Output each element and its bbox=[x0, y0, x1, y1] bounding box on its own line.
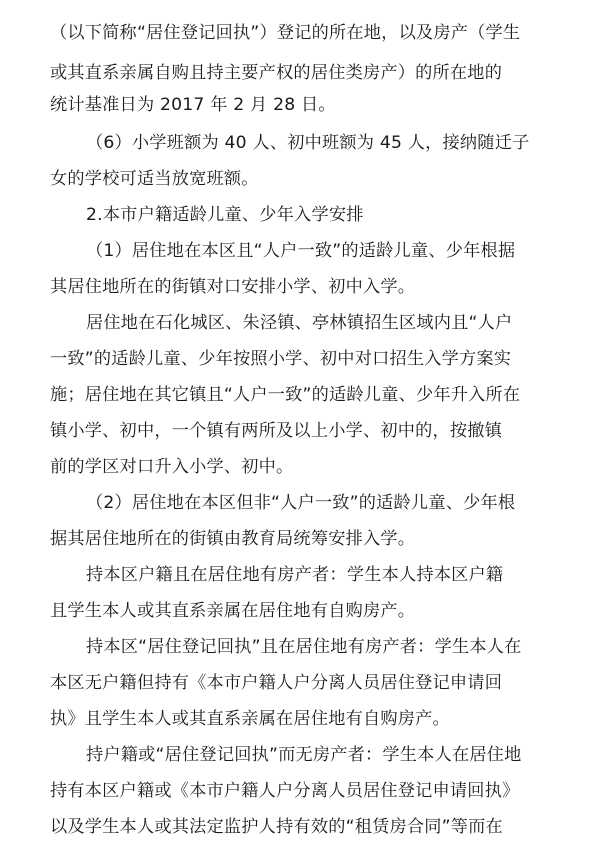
text-line: 据其居住地所在的街镇由教育局统筹安排入学。 bbox=[50, 529, 416, 549]
text-line: （2）居住地在本区但非“人户一致”的适龄儿童、少年根 bbox=[86, 493, 516, 513]
text-line: （1）居住地在本区且“人户一致”的适龄儿童、少年根据 bbox=[86, 241, 516, 261]
text-line: 或其直系亲属自购且持主要产权的居住类房产）的所在地的 bbox=[50, 63, 503, 83]
text-line: 且学生本人或其直系亲属在居住地有自购房产。 bbox=[50, 601, 416, 621]
text-line: 其居住地所在的街镇对口安排小学、初中入学。 bbox=[50, 277, 416, 297]
text-line: （以下简称“居住登记回执”）登记的所在地，以及房产（学生 bbox=[50, 23, 521, 43]
text-line: 施；居住地在其它镇且“人户一致”的适龄儿童、少年升入所在 bbox=[50, 385, 521, 405]
section-heading: 2.本市户籍适龄儿童、少年入学安排 bbox=[86, 205, 364, 225]
text-line: 统计基准日为 2017 年 2 月 28 日。 bbox=[50, 95, 336, 115]
text-line: 本区无户籍但持有《本市户籍人户分离人员居住登记申请回 bbox=[50, 673, 503, 693]
text-line: 镇小学、初中，一个镇有两所及以上小学、初中的，按撤镇 bbox=[50, 421, 503, 441]
text-line: 前的学区对口升入小学、初中。 bbox=[50, 457, 294, 477]
text-line: 居住地在石化城区、朱泾镇、亭林镇招生区域内且“人户 bbox=[86, 313, 513, 333]
text-line: 持本区户籍且在居住地有房产者：学生本人持本区户籍 bbox=[86, 565, 504, 585]
text-line: 执》且学生本人或其直系亲属在居住地有自购房产。 bbox=[50, 709, 450, 729]
text-line: 持有本区户籍或《本市户籍人户分离人员居住登记申请回执》 bbox=[50, 781, 520, 801]
text-line: （6）小学班额为 40 人、初中班额为 45 人，接纳随迁子 bbox=[86, 133, 530, 153]
text-line: 持本区“居住登记回执”且在居住地有房产者：学生本人在 bbox=[86, 637, 522, 657]
text-line: 持户籍或“居住登记回执”而无房产者：学生本人在居住地 bbox=[86, 745, 522, 765]
text-line: 一致”的适龄儿童、少年按照小学、初中对口招生入学方案实 bbox=[50, 349, 512, 369]
text-line: 以及学生本人或其法定监护人持有效的“租赁房合同”等而在 bbox=[50, 817, 503, 837]
text-line: 女的学校可适当放宽班额。 bbox=[50, 169, 259, 189]
